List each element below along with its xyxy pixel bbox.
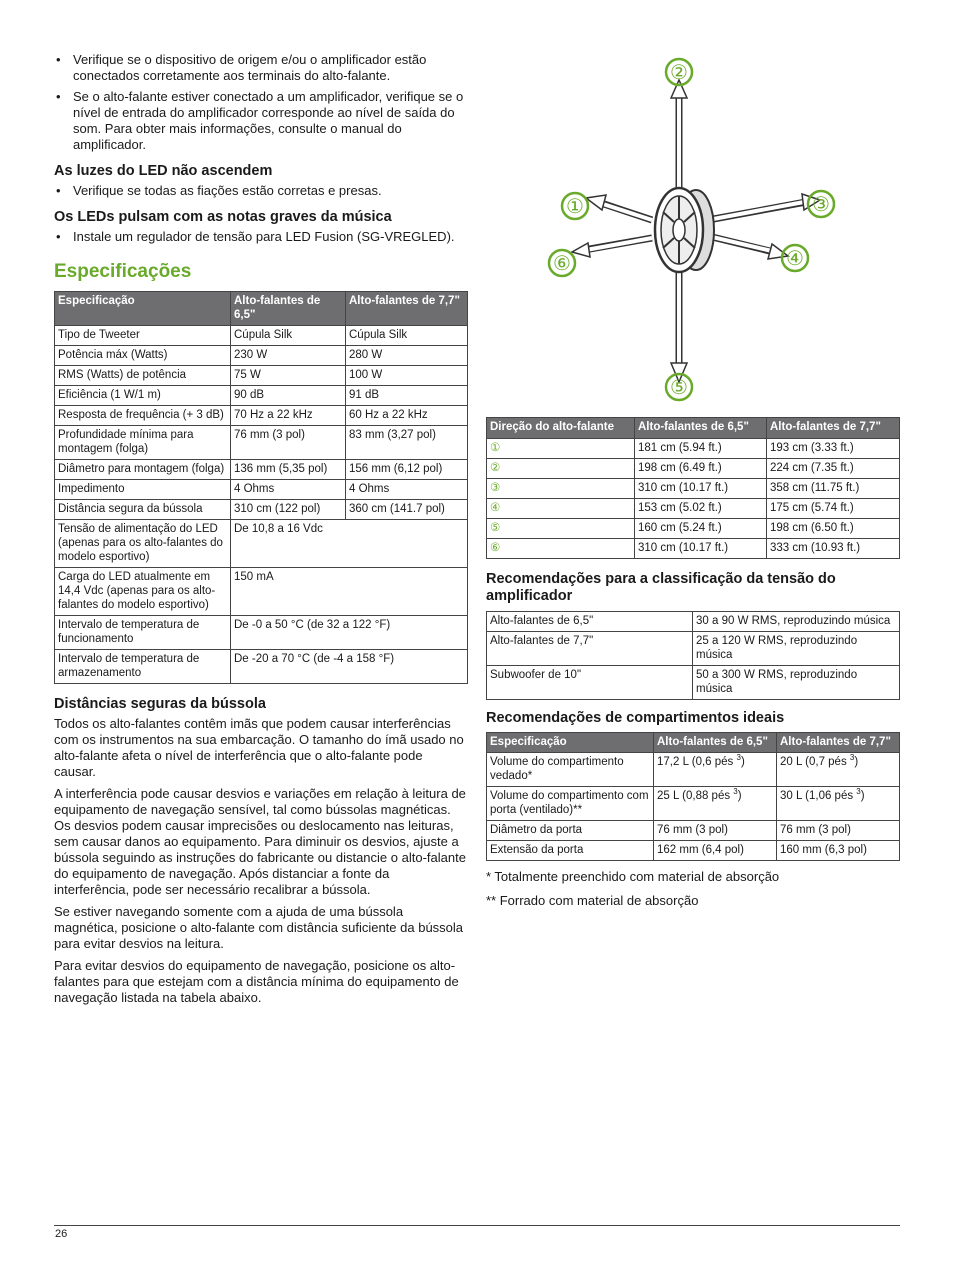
table-cell: 75 W [231,366,346,386]
compass-heading: Distâncias seguras da bússola [54,696,266,712]
figure-label-1: ① [566,196,584,218]
cell-text: 30 L (1,06 pés [780,790,857,802]
table-cell: Potência máx (Watts) [55,346,231,366]
paragraph: Se estiver navegando somente com a ajuda de uma bússola magnética, posicione o alto-falante com distância suficiente da bússola para evitar desvios na leitura. [54,904,464,951]
table-row [487,518,900,538]
table-cell: Diâmetro para montagem (folga) [55,460,231,480]
table-cell: 310 cm (122 pol) [231,500,346,520]
table-cell: ⑥ [487,538,635,558]
table-header-row [487,418,900,439]
table-cell: De 10,8 a 16 Vdc [231,520,468,568]
table-cell: De -0 a 50 °C (de 32 a 122 °F) [231,616,468,650]
table-cell [777,753,900,787]
table-header: Alto-falantes de 7,7" [767,418,900,439]
table-cell: 160 mm (6,3 pol) [777,841,900,861]
table-cell: Eficiência (1 W/1 m) [55,386,231,406]
table-row [487,538,900,558]
specs-table [54,291,468,684]
led-off-heading: As luzes do LED não ascendem [54,163,273,179]
table-row [55,520,468,568]
table-cell: Carga do LED atualmente em 14,4 Vdc (apenas para os alto-falantes do modelo esportivo) [55,568,231,616]
table-cell: Intervalo de temperatura de armazenamento [55,650,231,684]
paragraph: Todos os alto-falantes contêm imãs que podem causar interferências com os instrumentos na sua embarcação. O tamanho do ímã usado no alto-falante afeta o nível de interferência que o alto-falante pode causar. [54,716,464,779]
table-row [487,458,900,478]
table-cell: 193 cm (3.33 ft.) [767,438,900,458]
table-cell: ② [487,458,635,478]
enclosure-table [486,732,900,862]
table-header-row [55,292,468,326]
led-off-list [54,183,468,199]
table-cell: 181 cm (5.94 ft.) [635,438,767,458]
table-row [55,568,468,616]
list-item: • Verifique se o dispositivo de origem e/ou o amplificador estão conectados corretamente aos terminais do alto-falante. [54,52,468,84]
specs-heading: Especificações [54,261,192,282]
table-cell: 280 W [346,346,468,366]
table-cell: Distância segura da bússola [55,500,231,520]
figure-label-3: ③ [812,194,830,216]
table-row [487,665,900,699]
table-header-row [487,732,900,753]
table-cell: 70 Hz a 22 kHz [231,406,346,426]
table-header: Alto-falantes de 6,5" [231,292,346,326]
speaker-icon [655,188,714,272]
table-cell: Volume do compartimento com porta (ventilado)** [487,787,654,821]
table-row [487,753,900,787]
table-cell: Tensão de alimentação do LED (apenas para os alto-falantes do modelo esportivo) [55,520,231,568]
table-cell: 230 W [231,346,346,366]
table-row [55,480,468,500]
table-cell: 160 cm (5.24 ft.) [635,518,767,538]
table-row [55,616,468,650]
paragraph: A interferência pode causar desvios e variações em relação à leitura de equipamento de navegação sensível, tal como bússolas magnéticas. Os desvios podem causar imprecisões ou deslocamento nas leituras, sem causar danos ao equipamento. Para diminuir os desvios, ajuste a bússola seguindo as instruções do fabricante ou distancie o alto-falante do equipamento de navegação. Após distanciar a fonte da interferência, pode ser necessário recalibrar a bússola. [54,786,466,897]
table-cell: Impedimento [55,480,231,500]
table-cell: ⑤ [487,518,635,538]
table-header: Direção do alto-falante [487,418,635,439]
led-pulse-heading: Os LEDs pulsam com as notas graves da música [54,209,392,225]
figure-label-6: ⑥ [553,253,571,275]
table-cell: 310 cm (10.17 ft.) [635,478,767,498]
paragraph: Para evitar desvios do equipamento de navegação, posicione os alto-falantes para que estejam com a distância mínima do equipamento de navegação listada na tabela abaixo. [54,958,459,1005]
voltage-table [486,611,900,700]
table-cell: 76 mm (3 pol) [777,821,900,841]
table-cell: Alto-falantes de 6,5" [487,611,693,631]
table-cell: 198 cm (6.49 ft.) [635,458,767,478]
table-cell: Volume do compartimento vedado* [487,753,654,787]
table-row [487,821,900,841]
table-cell [777,787,900,821]
table-header: Alto-falantes de 6,5" [635,418,767,439]
cell-text: ) [860,790,865,802]
table-cell: 25 a 120 W RMS, reproduzindo música [693,631,900,665]
table-cell: 358 cm (11.75 ft.) [767,478,900,498]
table-cell: Profundidade mínima para montagem (folga) [55,426,231,460]
table-cell: 175 cm (5.74 ft.) [767,498,900,518]
intro-list [54,52,468,153]
speaker-direction-figure [486,52,900,412]
table-cell: Tipo de Tweeter [55,326,231,346]
table-header: Alto-falantes de 7,7" [777,732,900,753]
table-header: Especificação [487,732,654,753]
table-cell: 333 cm (10.93 ft.) [767,538,900,558]
table-cell: 76 mm (3 pol) [231,426,346,460]
table-cell: Subwoofer de 10" [487,665,693,699]
table-row [487,631,900,665]
list-item: • Instale um regulador de tensão para LED Fusion (SG-VREGLED). [54,229,468,245]
superscript: 3 [849,753,855,763]
table-row [55,500,468,520]
table-cell: ③ [487,478,635,498]
table-header: Alto-falantes de 6,5" [654,732,777,753]
voltage-heading: Recomendações para a classificação da tensão do amplificador [486,570,836,604]
table-row [55,426,468,460]
table-row [55,460,468,480]
superscript: 3 [856,787,861,797]
table-cell: RMS (Watts) de potência [55,366,231,386]
led-pulse-list [54,229,468,245]
list-item: • Se o alto-falante estiver conectado a um amplificador, verifique se o nível de entrada do amplificador corresponde ao nível de saída do som. Para obter mais informações, consulte o manual do amplificador. [54,89,468,153]
table-cell: Diâmetro da porta [487,821,654,841]
left-column [54,52,468,1012]
table-cell: 60 Hz a 22 kHz [346,406,468,426]
cell-text: 25 L (0,88 pés [657,790,734,802]
table-cell: Cúpula Silk [231,326,346,346]
table-row [55,366,468,386]
table-cell: Alto-falantes de 7,7" [487,631,693,665]
figure-label-4: ④ [786,248,804,270]
table-row [487,841,900,861]
superscript: 3 [733,787,738,797]
table-row [487,478,900,498]
table-cell: ① [487,438,635,458]
table-cell [654,787,777,821]
direction-table [486,417,900,559]
table-cell: 100 W [346,366,468,386]
table-cell: 153 cm (5.02 ft.) [635,498,767,518]
table-row [487,498,900,518]
table-row [55,406,468,426]
figure-label-5: ⑤ [670,377,688,399]
table-row [55,346,468,366]
table-row [55,326,468,346]
enclosure-heading: Recomendações de compartimentos ideais [486,709,785,726]
cell-text: 20 L (0,7 pés [780,756,850,768]
table-cell: 50 a 300 W RMS, reproduzindo música [693,665,900,699]
speaker-diagram [486,52,900,412]
table-cell: ④ [487,498,635,518]
table-cell: 30 a 90 W RMS, reproduzindo música [693,611,900,631]
cell-text: ) [737,790,742,802]
table-cell: 4 Ohms [346,480,468,500]
figure-label-2: ② [670,62,688,84]
table-cell: Intervalo de temperatura de funcionamento [55,616,231,650]
cell-text: 17,2 L (0,6 pés [657,756,737,768]
table-cell [654,753,777,787]
table-header: Alto-falantes de 7,7" [346,292,468,326]
table-cell: 156 mm (6,12 pol) [346,460,468,480]
footer-divider [54,1225,900,1226]
table-cell: Extensão da porta [487,841,654,861]
table-cell: 162 mm (6,4 pol) [654,841,777,861]
page-number: 26 [55,1228,68,1240]
table-row [487,438,900,458]
table-cell: 136 mm (5,35 pol) [231,460,346,480]
list-item: • Verifique se todas as fiações estão corretas e presas. [54,183,468,199]
table-cell: 76 mm (3 pol) [654,821,777,841]
superscript: 3 [736,753,741,763]
table-cell: 224 cm (7.35 ft.) [767,458,900,478]
table-cell: 360 cm (141.7 pol) [346,500,468,520]
table-cell: Resposta de frequência (+ 3 dB) [55,406,231,426]
table-row [487,787,900,821]
table-header: Especificação [55,292,231,326]
table-cell: 198 cm (6.50 ft.) [767,518,900,538]
table-cell: 4 Ohms [231,480,346,500]
table-cell: 310 cm (10.17 ft.) [635,538,767,558]
table-row [55,386,468,406]
table-cell: 83 mm (3,27 pol) [346,426,468,460]
cell-text: ) [740,756,745,768]
footnote: ** Forrado com material de absorção [486,893,699,908]
table-row [55,650,468,684]
table-cell: Cúpula Silk [346,326,468,346]
right-column [486,52,900,917]
table-cell: 90 dB [231,386,346,406]
table-cell: De -20 a 70 °C (de -4 a 158 °F) [231,650,468,684]
table-row [487,611,900,631]
table-cell: 91 dB [346,386,468,406]
cell-text: ) [854,756,859,768]
table-cell: 150 mA [231,568,468,616]
footnote: * Totalmente preenchido com material de absorção [486,869,780,884]
